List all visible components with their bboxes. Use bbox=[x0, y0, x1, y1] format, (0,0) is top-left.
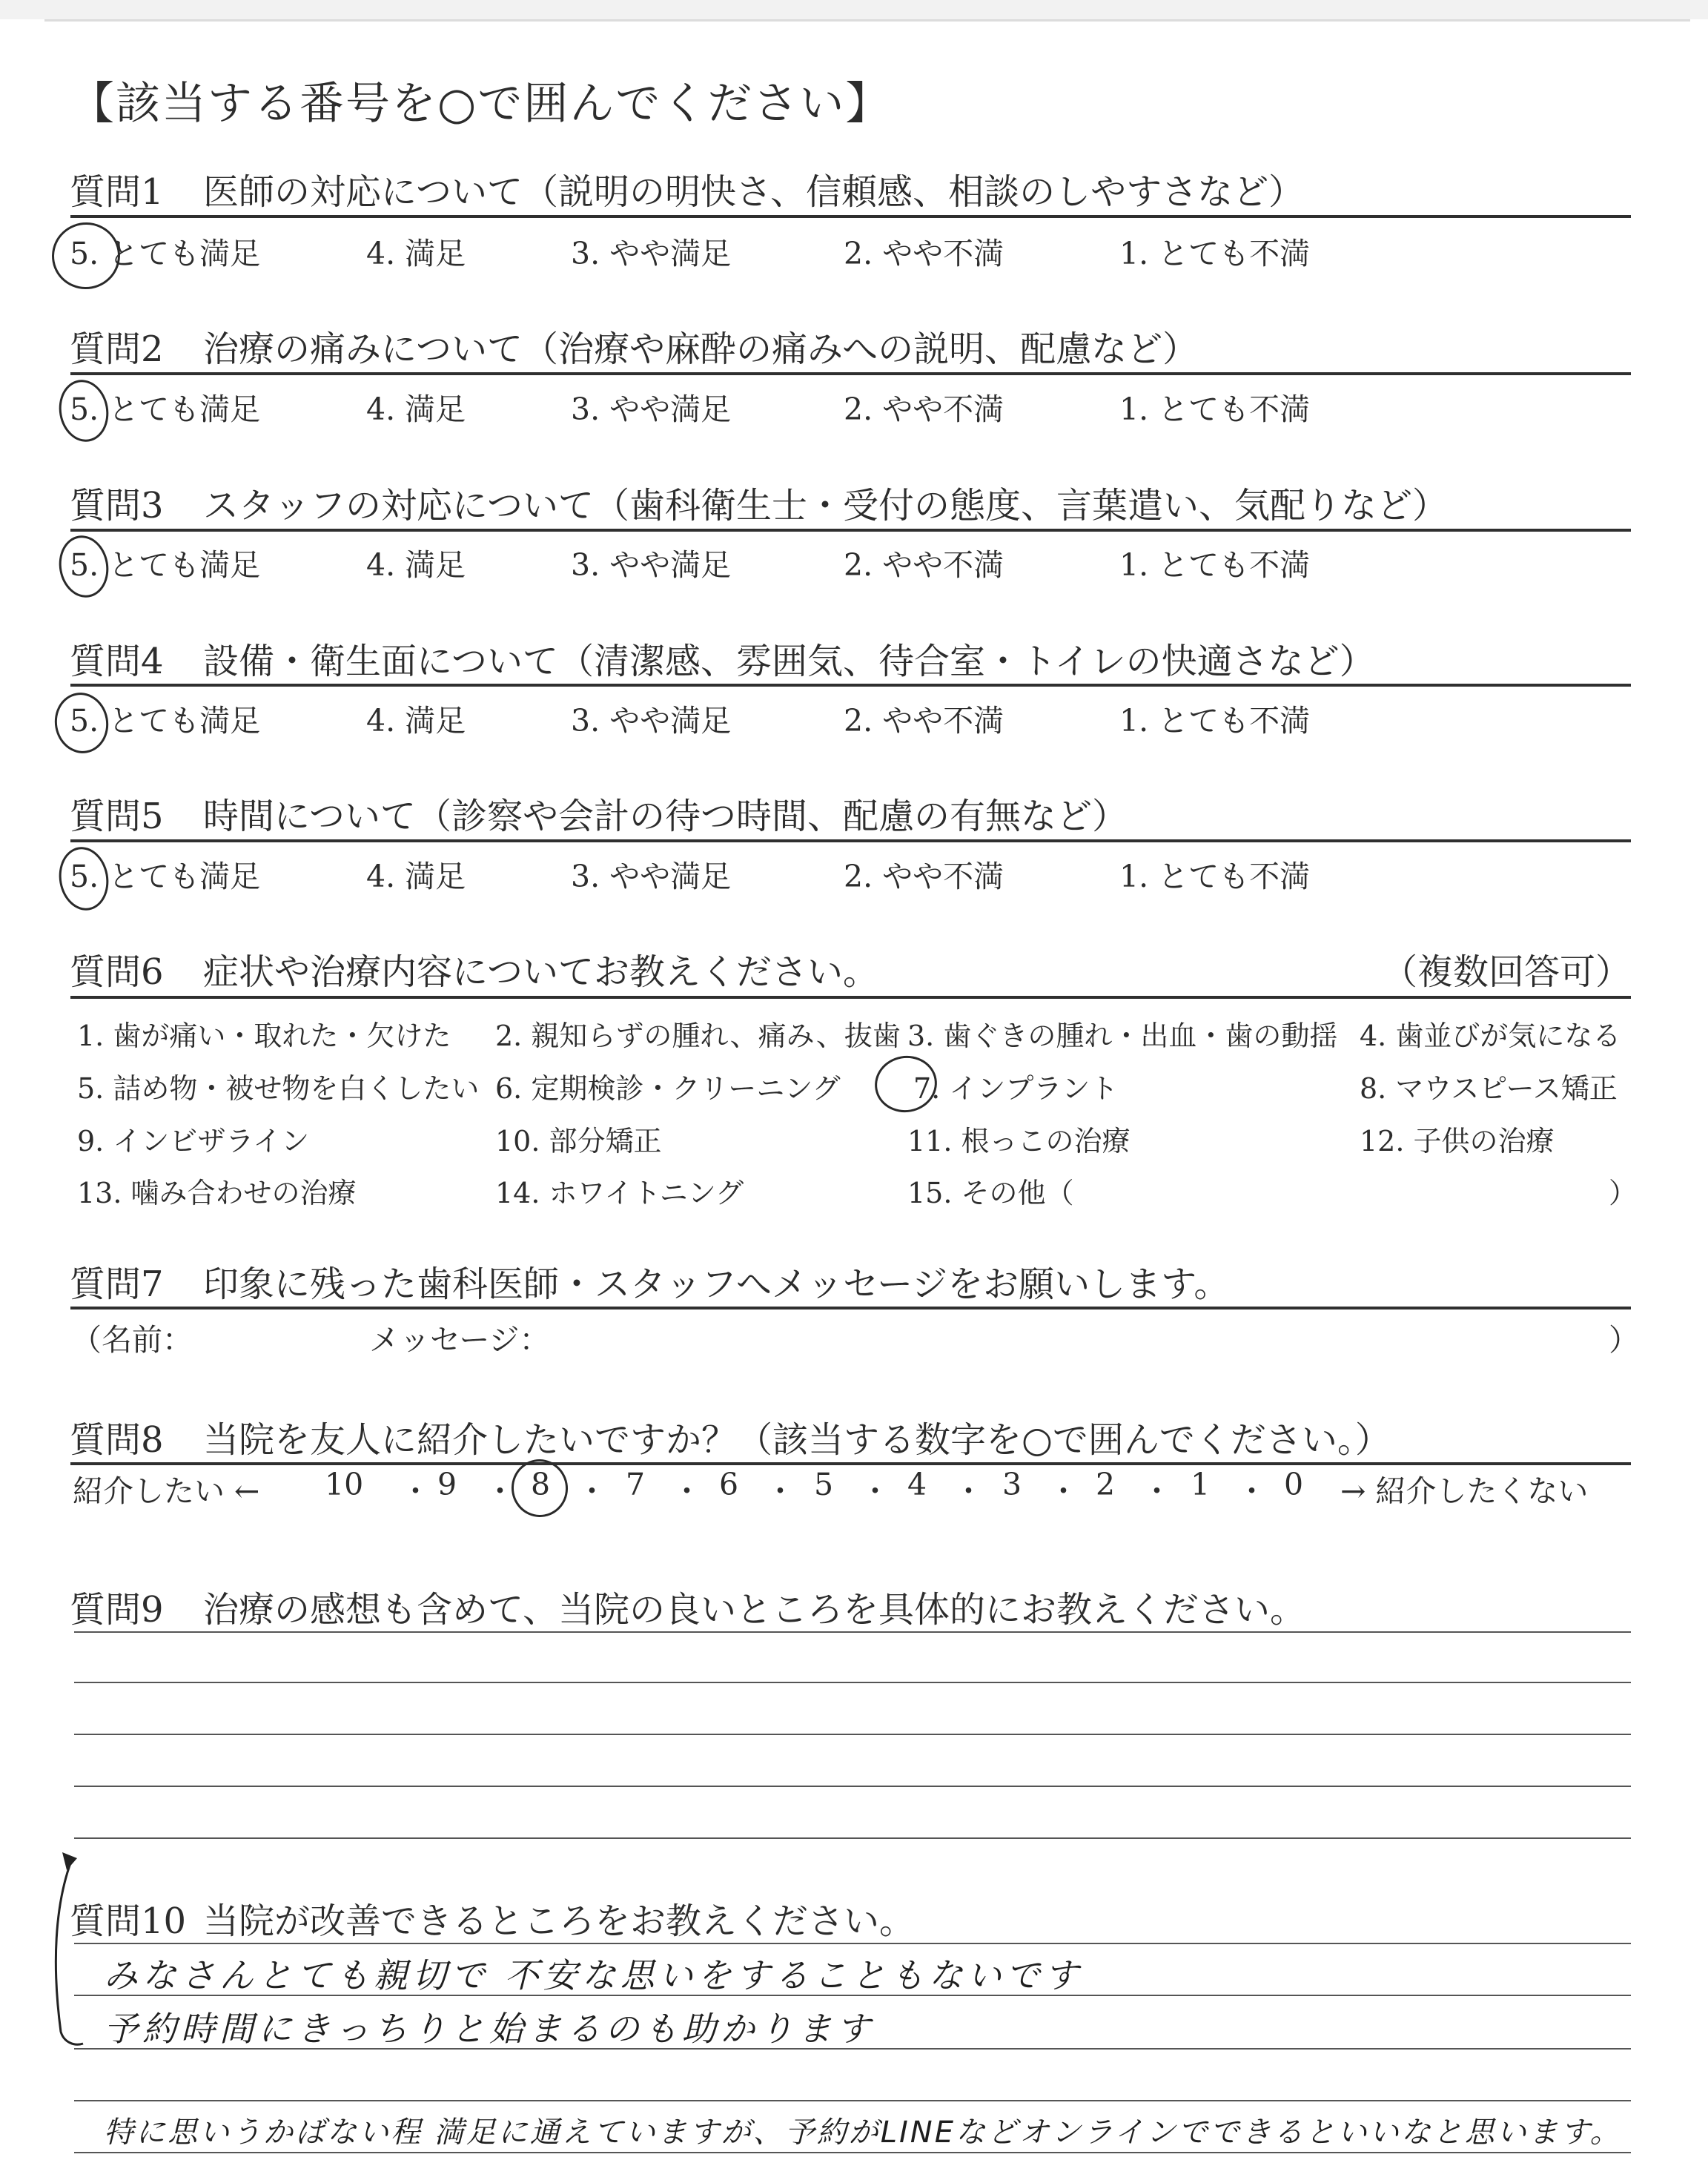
question-text: 症状や治療内容についてお教えください。 bbox=[203, 951, 879, 993]
q5-option-2[interactable]: 2. やや不満 bbox=[844, 859, 1004, 894]
q6-option-1[interactable]: 1. 歯が痛い・取れた・欠けた bbox=[77, 1020, 451, 1052]
form-title: 【該当する番号を○で囲んでください】 bbox=[70, 78, 892, 130]
scan-top-edge bbox=[0, 0, 1708, 19]
scale-right-label: → 紹介したくない bbox=[1340, 1473, 1589, 1509]
question-rule bbox=[70, 839, 1631, 842]
q6-option-8[interactable]: 8. マウスピース矯正 bbox=[1360, 1072, 1618, 1105]
q5-option-1[interactable]: 1. とても不満 bbox=[1119, 859, 1311, 894]
question-rule bbox=[70, 529, 1631, 532]
q5-option-4[interactable]: 4. 満足 bbox=[366, 859, 466, 894]
scale-value-2[interactable]: 2 bbox=[1096, 1467, 1116, 1502]
q6-option-14[interactable]: 14. ホワイトニング bbox=[495, 1177, 744, 1209]
q1-option-3[interactable]: 3. やや満足 bbox=[571, 236, 732, 271]
q2-option-2[interactable]: 2. やや不満 bbox=[844, 392, 1004, 427]
scale-value-8[interactable]: 8 bbox=[531, 1467, 551, 1502]
q3-option-4[interactable]: 4. 満足 bbox=[366, 547, 466, 583]
q3-option-1[interactable]: 1. とても不満 bbox=[1119, 547, 1311, 583]
q6-other-close-paren: ） bbox=[1609, 1177, 1638, 1209]
q6-option-12[interactable]: 12. 子供の治療 bbox=[1360, 1125, 1555, 1157]
scale-value-1[interactable]: 1 bbox=[1191, 1467, 1211, 1502]
q7-message-label[interactable]: メッセージ： bbox=[369, 1322, 550, 1358]
scale-dot: ・ bbox=[1142, 1473, 1172, 1509]
question-label: 質問3 bbox=[70, 485, 164, 526]
q2-option-3[interactable]: 3. やや満足 bbox=[571, 392, 732, 427]
q4-option-2[interactable]: 2. やや不満 bbox=[844, 703, 1004, 739]
scale-dot: ・ bbox=[765, 1473, 795, 1509]
question-label: 質問1 bbox=[70, 171, 164, 213]
question-8 bbox=[70, 1411, 1391, 1462]
q2-option-4[interactable]: 4. 満足 bbox=[366, 392, 466, 427]
q3-option-5[interactable]: 5. とても満足 bbox=[70, 547, 261, 583]
q6-option-6[interactable]: 6. 定期検診・クリーニング bbox=[495, 1072, 841, 1105]
scale-dot: ・ bbox=[400, 1473, 431, 1509]
writing-line bbox=[74, 2100, 1631, 2101]
q5-option-3[interactable]: 3. やや満足 bbox=[571, 859, 732, 894]
q6-option-7[interactable]: 7. インプラント bbox=[913, 1072, 1119, 1105]
question-label: 質問8 bbox=[70, 1419, 164, 1461]
handwritten-comment-line-3: 特に思いうかばない程 満足に通えていますが、予約がLINEなどオンラインでできるといいなと思います。 bbox=[104, 2116, 1622, 2150]
q6-option-5[interactable]: 5. 詰め物・被せ物を白くしたい bbox=[77, 1072, 480, 1105]
question-label: 質問6 bbox=[70, 951, 164, 993]
q6-option-13[interactable]: 13. 噛み合わせの治療 bbox=[77, 1177, 357, 1209]
q1-option-1[interactable]: 1. とても不満 bbox=[1119, 236, 1311, 271]
question-rule bbox=[70, 996, 1631, 999]
handwritten-bracket-arrow-icon bbox=[44, 1846, 89, 2054]
question-6 bbox=[70, 943, 878, 994]
question-3 bbox=[70, 477, 1448, 528]
question-text: スタッフの対応について（歯科衛生士・受付の態度、言葉遣い、気配りなど） bbox=[203, 485, 1449, 526]
scale-value-9[interactable]: 9 bbox=[437, 1467, 457, 1502]
writing-line bbox=[74, 1837, 1631, 1839]
scale-value-4[interactable]: 4 bbox=[907, 1467, 927, 1502]
q6-option-15[interactable]: 15. その他（ bbox=[907, 1177, 1074, 1209]
scale-dot: ・ bbox=[577, 1473, 607, 1509]
q4-option-1[interactable]: 1. とても不満 bbox=[1119, 703, 1311, 739]
question-rule bbox=[70, 1462, 1631, 1465]
scale-dot: ・ bbox=[672, 1473, 702, 1509]
question-text: 当院が改善できるところをお教えください。 bbox=[203, 1900, 916, 1942]
question-5 bbox=[70, 787, 1128, 839]
q4-option-3[interactable]: 3. やや満足 bbox=[571, 703, 732, 739]
q6-option-3[interactable]: 3. 歯ぐきの腫れ・出血・歯の動揺 bbox=[907, 1020, 1338, 1052]
question-label: 質問4 bbox=[70, 641, 164, 682]
scale-value-3[interactable]: 3 bbox=[1002, 1467, 1022, 1502]
question-rule bbox=[70, 372, 1631, 375]
question-text: 治療の感想も含めて、当院の良いところを具体的にお教えください。 bbox=[203, 1589, 1306, 1631]
question-text: 当院を友人に紹介したいですか？（該当する数字を○で囲んでください。） bbox=[203, 1419, 1391, 1461]
writing-line bbox=[74, 2152, 1631, 2153]
scale-value-6[interactable]: 6 bbox=[719, 1467, 739, 1502]
question-2 bbox=[70, 320, 1198, 371]
writing-line bbox=[74, 1943, 1631, 1944]
q7-close-paren: ） bbox=[1609, 1322, 1639, 1358]
scale-dot: ・ bbox=[953, 1473, 984, 1509]
q6-option-4[interactable]: 4. 歯並びが気になる bbox=[1360, 1020, 1621, 1052]
question-text: 設備・衛生面について（清潔感、雰囲気、待合室・トイレの快適さなど） bbox=[203, 641, 1375, 682]
scale-dot: ・ bbox=[860, 1473, 890, 1509]
q6-option-10[interactable]: 10. 部分矯正 bbox=[495, 1125, 662, 1157]
q2-option-1[interactable]: 1. とても不満 bbox=[1119, 392, 1311, 427]
scale-left-label: 紹介したい ← bbox=[73, 1473, 260, 1509]
multiple-answers-note: （複数回答可） bbox=[1381, 951, 1631, 993]
q5-option-5[interactable]: 5. とても満足 bbox=[70, 859, 261, 894]
writing-line bbox=[74, 1734, 1631, 1735]
q6-option-2[interactable]: 2. 親知らずの腫れ、痛み、抜歯 bbox=[495, 1020, 901, 1052]
question-label: 質問10 bbox=[70, 1900, 187, 1942]
question-text: 医師の対応について（説明の明快さ、信頼感、相談のしやすさなど） bbox=[203, 171, 1305, 213]
q6-option-11[interactable]: 11. 根っこの治療 bbox=[907, 1125, 1131, 1157]
question-text: 治療の痛みについて（治療や麻酔の痛みへの説明、配慮など） bbox=[203, 328, 1199, 370]
question-1 bbox=[70, 163, 1304, 214]
scale-value-5[interactable]: 5 bbox=[814, 1467, 834, 1502]
scan-top-line bbox=[44, 19, 1690, 22]
q4-option-5[interactable]: 5. とても満足 bbox=[70, 703, 261, 739]
question-label: 質問7 bbox=[70, 1264, 164, 1305]
question-rule bbox=[70, 684, 1631, 687]
question-label: 質問2 bbox=[70, 328, 164, 370]
writing-line bbox=[74, 1786, 1631, 1787]
scale-dot: ・ bbox=[1237, 1473, 1267, 1509]
writing-line bbox=[74, 1631, 1631, 1633]
question-rule bbox=[70, 215, 1631, 218]
scale-value-0[interactable]: 0 bbox=[1284, 1467, 1304, 1502]
question-7 bbox=[70, 1255, 1229, 1307]
q1-option-4[interactable]: 4. 満足 bbox=[366, 236, 466, 271]
q6-selection-circle bbox=[870, 1051, 941, 1117]
scale-dot: ・ bbox=[485, 1473, 515, 1509]
handwritten-comment-line-2: 予約時間にきっちりと始まるのも助かります bbox=[104, 2009, 875, 2049]
question-label: 質問9 bbox=[70, 1589, 164, 1631]
q3-option-3[interactable]: 3. やや満足 bbox=[571, 547, 732, 583]
handwritten-comment-line-1: みなさんとても親切で 不安な思いをすることもないです bbox=[104, 1955, 1083, 1995]
question-rule bbox=[70, 1307, 1631, 1309]
q7-name-label[interactable]: （名前： bbox=[71, 1322, 193, 1358]
question-10 bbox=[70, 1892, 915, 1943]
q1-option-5[interactable]: 5. とても満足 bbox=[70, 236, 261, 271]
writing-line bbox=[74, 1682, 1631, 1683]
question-9 bbox=[70, 1581, 1305, 1632]
q1-option-2[interactable]: 2. やや不満 bbox=[844, 236, 1004, 271]
scale-value-7[interactable]: 7 bbox=[626, 1467, 646, 1502]
question-text: 時間について（診察や会計の待つ時間、配慮の有無など） bbox=[203, 796, 1128, 837]
q4-option-4[interactable]: 4. 満足 bbox=[366, 703, 466, 739]
question-4 bbox=[70, 633, 1375, 684]
q2-option-5[interactable]: 5. とても満足 bbox=[70, 392, 261, 427]
question-label: 質問5 bbox=[70, 796, 164, 837]
scale-value-10[interactable]: 10 bbox=[325, 1467, 364, 1502]
q6-option-9[interactable]: 9. インビザライン bbox=[77, 1125, 310, 1157]
question-text: 印象に残った歯科医師・スタッフへメッセージをお願いします。 bbox=[203, 1264, 1230, 1305]
scale-dot: ・ bbox=[1048, 1473, 1079, 1509]
q3-option-2[interactable]: 2. やや不満 bbox=[844, 547, 1004, 583]
